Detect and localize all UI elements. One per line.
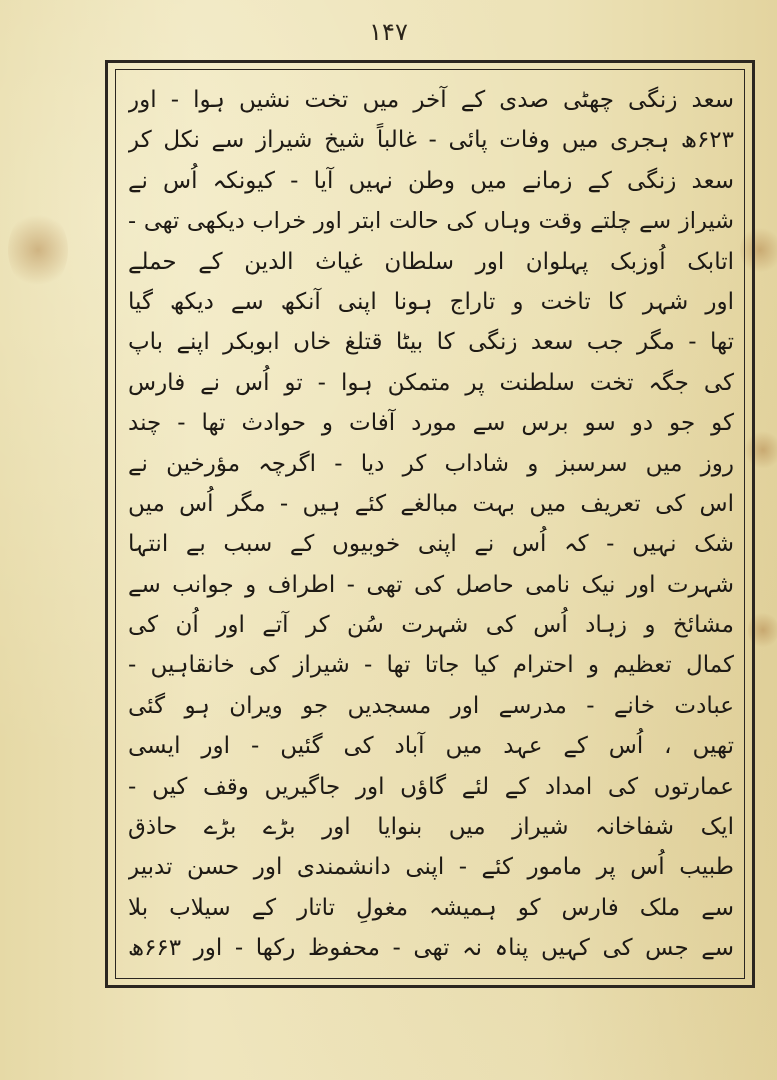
text-line: مشائخ و زہاد اُس کی شہرت سُن کر آتے اور اُن کی [128, 612, 734, 639]
text-line: سے جس کی کہیں پناہ نہ تھی - محفوظ رکھا - اور ۶۶۳ھ [128, 935, 734, 962]
text-line: عمارتوں کی امداد کے لئے گاؤں اور جاگیریں وقف کیں - [128, 773, 734, 800]
text-line: کی جگہ تخت سلطنت پر متمکن ہوا - تو اُس نے فارس [128, 369, 734, 396]
text-line: اس کی تعریف میں بہت مبالغے کئے ہیں - مگر اُس میں [128, 490, 734, 517]
text-line: اور شہر کا تاخت و تاراج ہونا اپنی آنکھ سے دیکھ گیا [128, 288, 734, 315]
text-line: شک نہیں - کہ اُس نے اپنی خوبیوں کے سبب بے انتہا [128, 531, 734, 558]
paper-stain [8, 210, 68, 290]
text-line: تھیں ، اُس کے عہد میں آباد کی گئیں - اور ایسی [128, 733, 734, 760]
text-line: سعد زنگی کے زمانے میں وطن نہیں آیا - کیونکہ اُس نے [128, 167, 734, 194]
text-line: ایک شفاخانہ شیراز میں بنوایا اور بڑے بڑے حاذق [128, 814, 734, 841]
text-line: طبیب اُس پر مامور کئے - اپنی دانشمندی اور حسن تدبیر [128, 854, 734, 881]
text-line: شیراز سے چلتے وقت وہاں کی حالت ابتر اور خراب دیکھی تھی - [128, 208, 734, 235]
page-number: ۱۴۷ [369, 18, 408, 46]
body-text [128, 80, 734, 972]
text-line: روز میں سرسبز و شاداب کر دیا - اگرچہ مؤرخین نے [128, 450, 734, 477]
text-line: تھا - مگر جب سعد زنگی کا بیٹا قتلغ خاں ابوبکر اپنے باپ [128, 329, 734, 356]
text-line: ۶۲۳ھ ہجری میں وفات پائی - غالباً شیخ شیراز سے نکل کر [128, 127, 734, 154]
text-line: کو جو دو سو برس سے مورد آفات و حوادث تھا - چند [128, 410, 734, 437]
text-line: اتابک اُوزبک پہلوان اور سلطان غیاث الدین کے حملے [128, 248, 734, 275]
text-line: سعد زنگی چھٹی صدی کے آخر میں تخت نشیں ہوا - اور [128, 87, 734, 113]
text-line: عبادت خانے - مدرسے اور مسجدیں جو ویران ہو گئی [128, 692, 734, 719]
text-line: سے ملک فارس کو ہمیشہ مغولِ تاتار کے سیلاب بلا [128, 894, 734, 921]
text-line: شہرت اور نیک نامی حاصل کی تھی - اطراف و جوانب سے [128, 571, 734, 598]
text-line: کمال تعظیم و احترام کیا جاتا تھا - شیراز کی خانقاہیں - [128, 652, 734, 679]
